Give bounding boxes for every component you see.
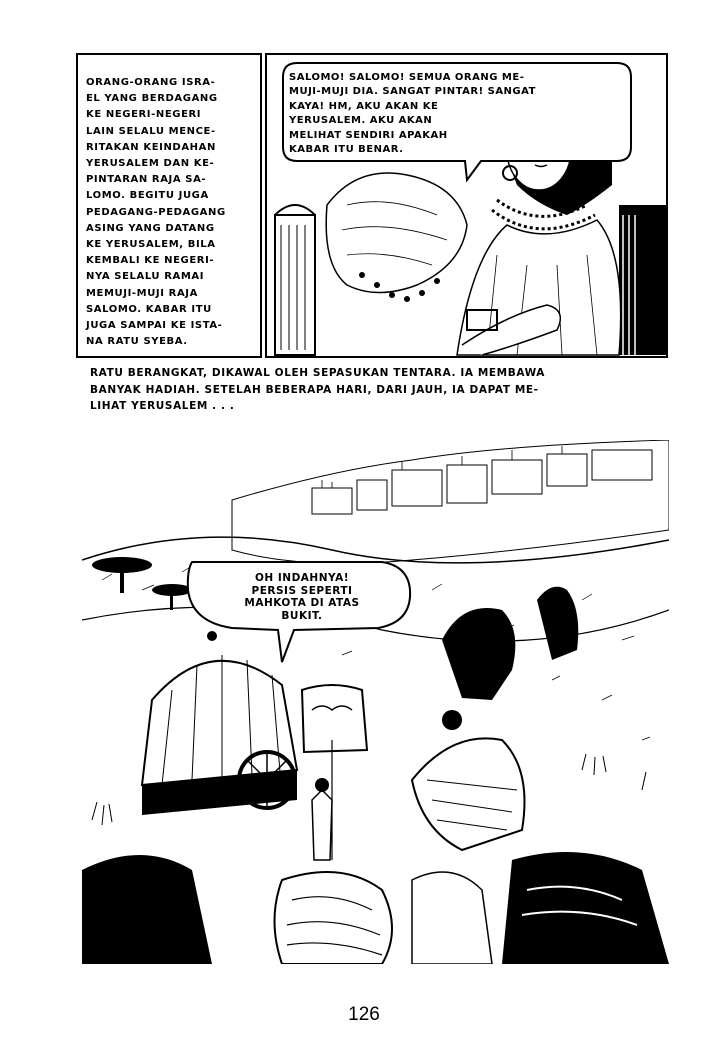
panel3-speech-text: OH INDAHNYA! PERSIS SEPERTI MAHKOTA DI ATAS BUKIT. [244,572,360,622]
queen-speech-text: SALOMO! SALOMO! SEMUA ORANG ME- MUJI-MUJI DIA. SANGAT PINTAR! SANGAT KAYA! HM, AKU AKAN KE YERUSALEM. AKU AKAN MELIHAT SENDIRI APAKAH KABAR ITU BENAR. [289,72,536,156]
panel-queen-portrait [265,53,668,358]
panel-caravan-landscape [82,440,669,964]
narration-text: ORANG-ORANG ISRA- EL YANG BERDAGANG KE NEGERI-NEGERI LAIN SELALU MENCE- RITAKAN KEINDAHAN YERUSALEM DAN KE- PINTARAN RAJA SA- LOMO. BEGITU JUGA PEDAGANG-PEDAGANG ASING YANG DATANG KE YERUSALEM, BILA KEMBALI KE NEGERI- NYA SELALU RAMAI MEMUJI-MUJI RAJA SALOMO. KABAR ITU JUGA SAMPAI KE ISTA- NA RATU SYEBA. [86,77,226,348]
speech-balloon-queen-panel3 [82,440,669,964]
page-number: 126 [348,1004,380,1025]
caption-between-panels: RATU BERANGKAT, DIKAWAL OLEH SEPASUKAN TENTARA. IA MEMBAWA BANYAK HADIAH. SETELAH BEBERAPA HARI, DARI JAUH, IA DAPAT ME- LIHAT YERUSALEM . . . [90,367,546,412]
panel-narration [76,53,262,358]
